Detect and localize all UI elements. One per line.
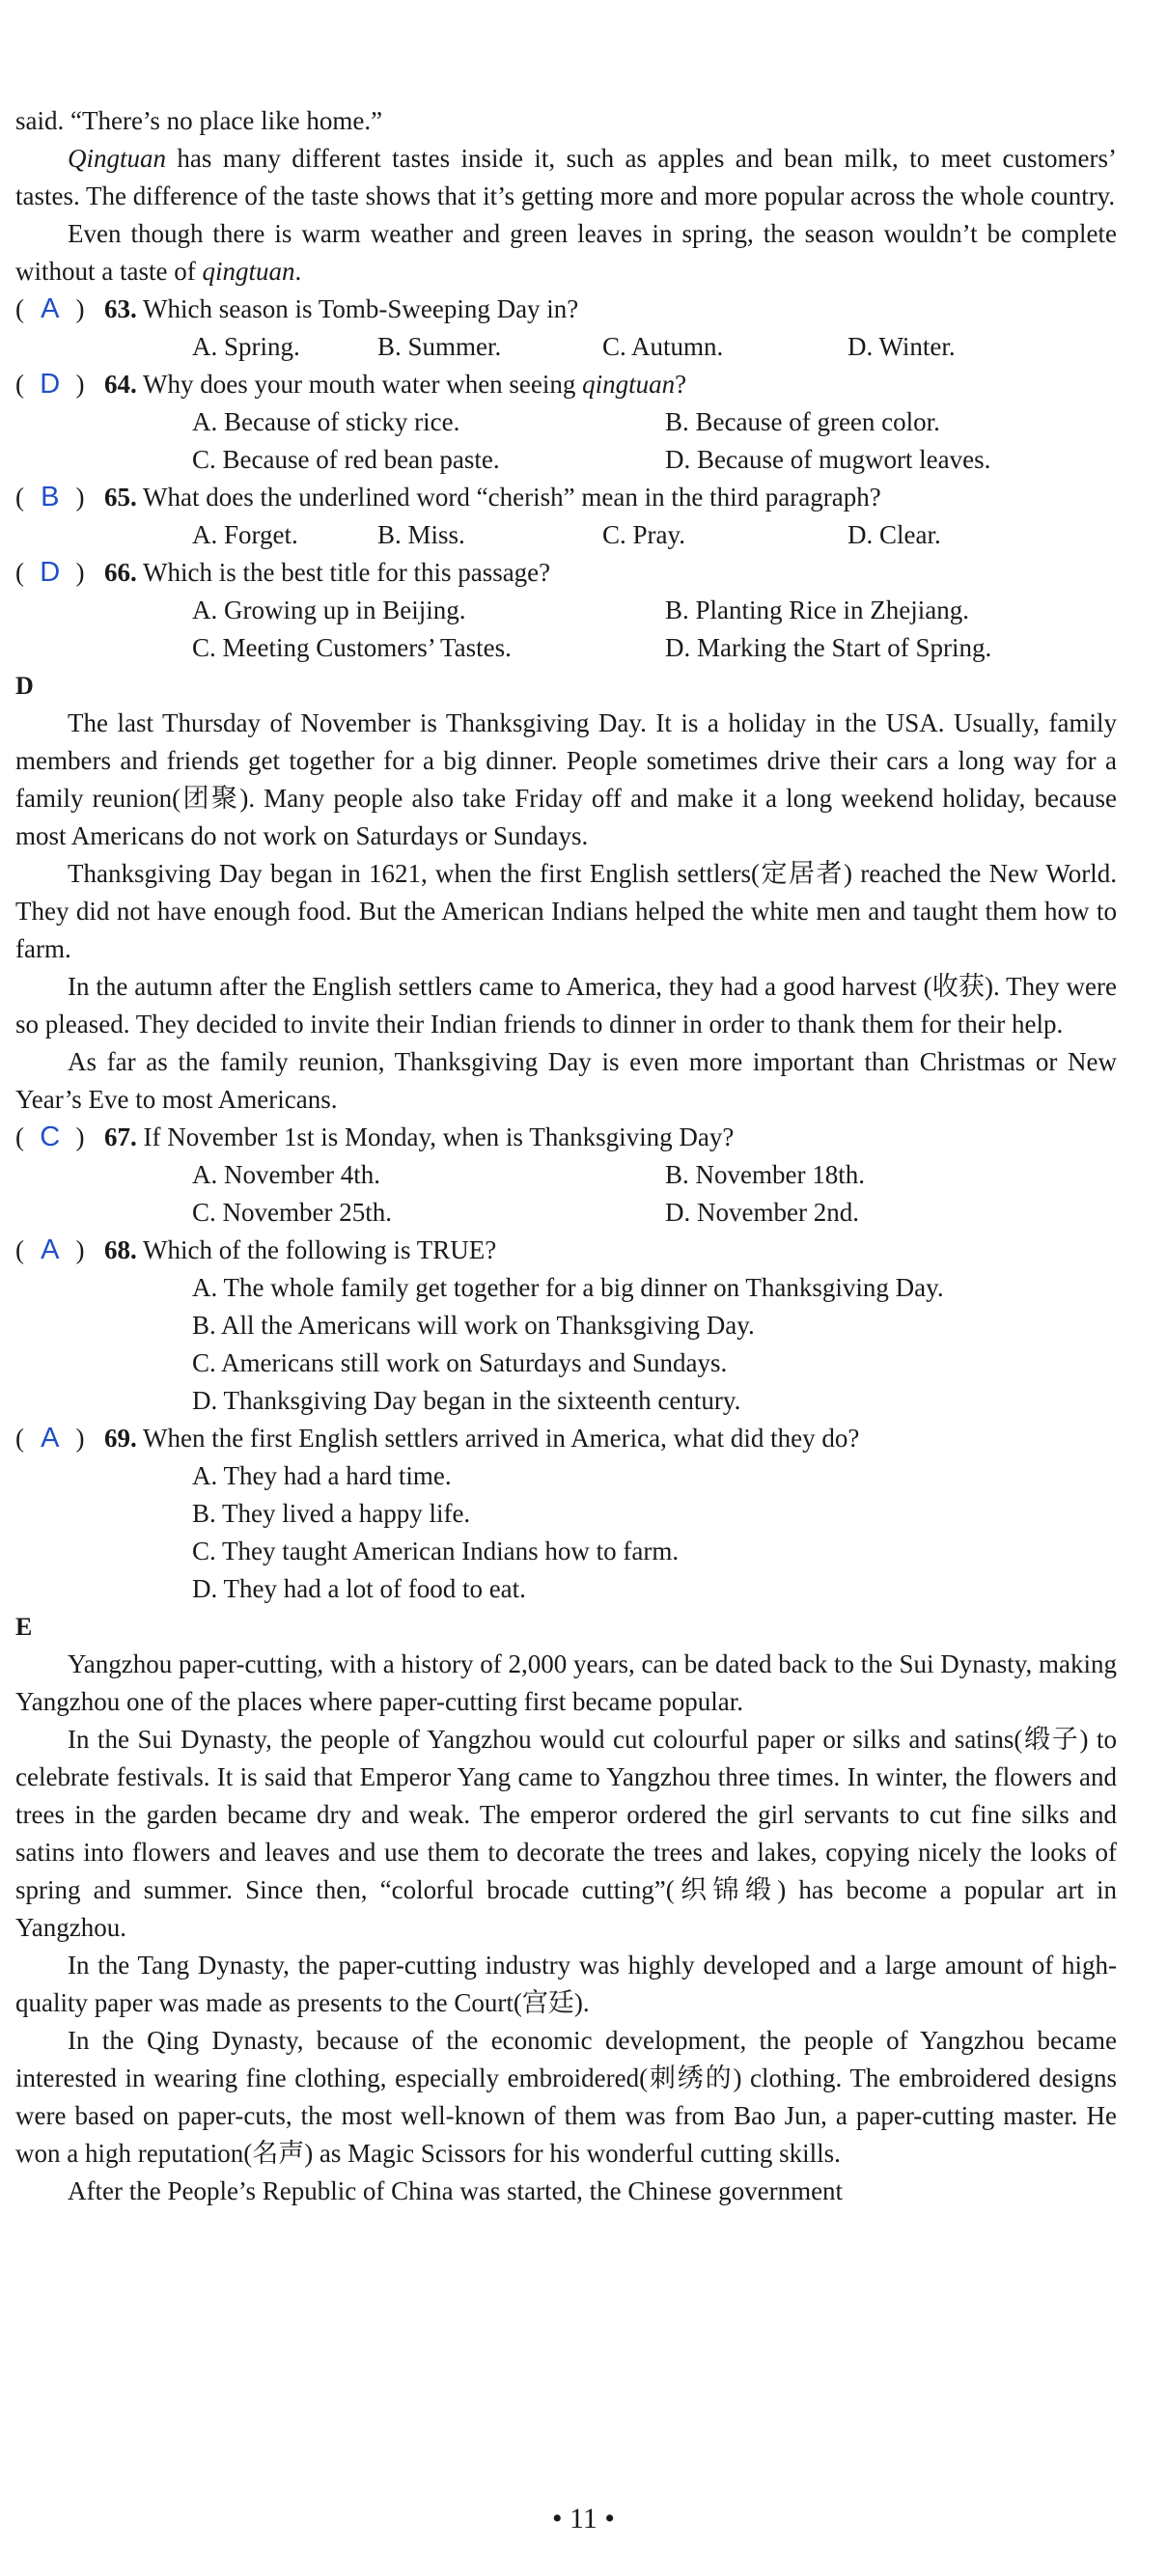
answer-mark: B: [41, 482, 60, 512]
qingtuan-term: qingtuan: [202, 257, 295, 286]
question-number: 69.: [104, 1424, 137, 1453]
question-65-options: A. Forget. B. Miss. C. Pray. D. Clear.: [192, 520, 941, 549]
passage-e-paragraph: In the Sui Dynasty, the people of Yangzhou would cut colourful paper or silks and satins(缎子) to celebrate festivals. It is said that Emperor Yang came to Yangzhou three times. In winter, the flowers and trees in the garden became dry and weak. The emperor ordered the girl servants to cut fine silks and satins into flowers and leaves and use them to decorate the trees and lakes, copying nicely the looks of spring and summer. Since then, “colorful brocade cutting”(织锦缎) has become a popular art in Yangzhou.: [15, 1725, 1117, 1942]
answer-mark: A: [41, 1423, 60, 1454]
question-number: 65.: [104, 483, 137, 512]
answer-mark: A: [41, 1234, 60, 1265]
question-66-options: C. Meeting Customers’ Tastes. D. Marking the Start of Spring.: [192, 633, 992, 662]
answer-mark: C: [40, 1122, 61, 1152]
question-69-option: D. They had a lot of food to eat.: [192, 1574, 526, 1603]
question-66-options: A. Growing up in Beijing. B. Planting Rice in Zhejiang.: [192, 596, 969, 624]
passage-e-paragraph: After the People’s Republic of China was started, the Chinese government: [68, 2176, 844, 2205]
question-number: 64.: [104, 370, 137, 399]
question-63-options: A. Spring. B. Summer. C. Autumn. D. Winter.: [192, 332, 956, 361]
question-67-options: A. November 4th. B. November 18th.: [192, 1160, 865, 1189]
page-number: • 11 •: [552, 2503, 615, 2534]
passage-c-intro: said. “There’s no place like home.”: [15, 106, 383, 135]
question-number: 68.: [104, 1235, 137, 1264]
section-heading-e: E: [15, 1613, 33, 1641]
question-text: When the first English settlers arrived in America, what did they do?: [143, 1424, 860, 1453]
passage-e-paragraph: Yangzhou paper-cutting, with a history of 2,000 years, can be dated back to the Sui Dynasty, making Yangzhou one of the places where paper-cutting first became popular.: [15, 1649, 1117, 1716]
question-65: ( B ) 65. What does the underlined word “cherish” mean in the third paragraph?: [15, 479, 1117, 516]
answer-mark: D: [40, 557, 61, 588]
question-64-options: A. Because of sticky rice. B. Because of green color.: [192, 407, 940, 436]
passage-d-paragraph: In the autumn after the English settlers came to America, they had a good harvest (收获). They were so pleased. They decided to invite their Indian friends to dinner in order to thank them for their help.: [15, 972, 1117, 1039]
question-67-options: C. November 25th. D. November 2nd.: [192, 1198, 859, 1227]
question-text: If November 1st is Monday, when is Thanksgiving Day?: [143, 1122, 735, 1151]
passage-c-paragraph: Even though there is warm weather and green leaves in spring, the season wouldn’t be complete without a taste of qingtuan.: [15, 219, 1117, 286]
question-68: ( A ) 68. Which of the following is TRUE?: [15, 1232, 1117, 1269]
question-68-option: A. The whole family get together for a big dinner on Thanksgiving Day.: [192, 1273, 944, 1302]
question-68-option: D. Thanksgiving Day began in the sixteenth century.: [192, 1386, 741, 1415]
question-66: ( D ) 66. Which is the best title for this passage?: [15, 554, 1117, 592]
question-64-options: C. Because of red bean paste. D. Because of mugwort leaves.: [192, 445, 991, 474]
question-69-option: B. They lived a happy life.: [192, 1499, 471, 1528]
question-69-option: A. They had a hard time.: [192, 1461, 452, 1490]
section-heading-d: D: [15, 672, 34, 700]
question-number: 63.: [104, 294, 137, 323]
passage-d-paragraph: As far as the family reunion, Thanksgiving Day is even more important than Christmas or New Year’s Eve to most Americans.: [15, 1047, 1117, 1114]
qingtuan-term: Qingtuan: [68, 144, 167, 173]
question-67: ( C ) 67. If November 1st is Monday, when is Thanksgiving Day?: [15, 1119, 1117, 1156]
question-number: 67.: [104, 1122, 137, 1151]
passage-e-paragraph: In the Tang Dynasty, the paper-cutting industry was highly developed and a large amount of high-quality paper was made as presents to the Court(宫廷).: [15, 1951, 1117, 2017]
question-64: ( D ) 64. Why does your mouth water when seeing qingtuan?: [15, 366, 1117, 403]
question-68-option: C. Americans still work on Saturdays and Sundays.: [192, 1348, 728, 1377]
question-text: Which season is Tomb-Sweeping Day in?: [143, 294, 579, 323]
passage-c-paragraph: Qingtuan has many different tastes inside it, such as apples and bean milk, to meet customers’ tastes. The difference of the taste shows that it’s getting more and more popular across the whole country.: [15, 144, 1117, 210]
answer-mark: A: [41, 293, 60, 324]
question-68-option: B. All the Americans will work on Thanksgiving Day.: [192, 1311, 755, 1340]
question-69: ( A ) 69. When the first English settlers arrived in America, what did they do?: [15, 1420, 1117, 1457]
question-number: 66.: [104, 558, 137, 587]
answer-mark: D: [40, 369, 61, 400]
question-69-option: C. They taught American Indians how to farm.: [192, 1537, 680, 1565]
question-text: Which of the following is TRUE?: [143, 1235, 497, 1264]
question-63: ( A ) 63. Which season is Tomb-Sweeping Day in?: [15, 291, 1117, 328]
passage-e-paragraph: In the Qing Dynasty, because of the economic development, the people of Yangzhou became interested in wearing fine clothing, especially embroidered(刺绣的) clothing. The embroidered designs were based on paper-cuts, the most well-known of them was from Bao Jun, a paper-cutting master. He won a high reputation(名声) as Magic Scissors for his wonderful cutting skills.: [15, 2026, 1117, 2168]
passage-d-paragraph: The last Thursday of November is Thanksgiving Day. It is a holiday in the USA. Usually, family members and friends get together for a big dinner. People sometimes drive their cars a long way for a family reunion(团聚). Many people also take Friday off and make it a long weekend holiday, because most Americans do not work on Saturdays or Sundays.: [15, 708, 1117, 850]
passage-d-paragraph: Thanksgiving Day began in 1621, when the first English settlers(定居者) reached the New World. They did not have enough food. But the American Indians helped the white men and taught them how to farm.: [15, 859, 1117, 963]
question-text: Which is the best title for this passage?: [143, 558, 551, 587]
